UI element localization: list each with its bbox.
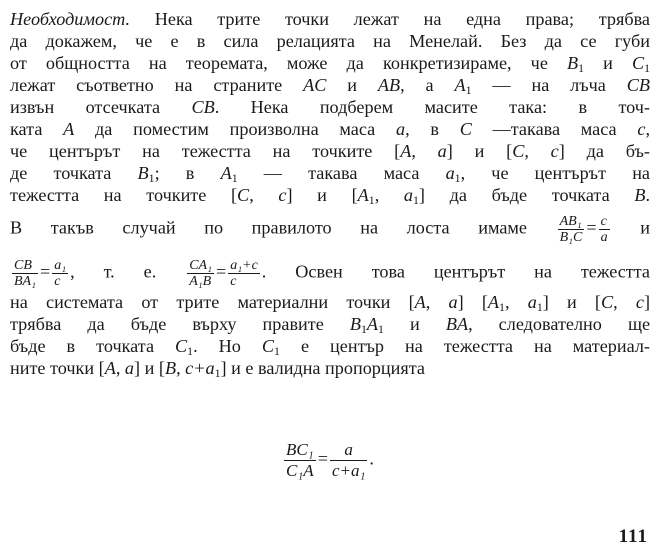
text-line: бъде в точката $C_1$. Но $C_1$ е център на тежестта на материал- — [10, 336, 650, 358]
text-line: лежат съответно на страните AC и AB, а $A_1$ — на лъча CB — [10, 75, 651, 97]
text-line: да докажем, че е в сила релацията на Менелай. Без да се губи — [10, 31, 650, 51]
fraction: $\frac{\text{a₁+c}}{c}$ — [230, 258, 258, 289]
text-line: извън отсечката CB. Нека подберем масите така: в точ- — [10, 97, 650, 117]
text-line: че центърът на тежестта на точките [A, a] и [C, c] да бъ- — [10, 141, 650, 161]
text-line: ните точки [A, a] и [B, $c+a_1$] и е валидна пропорцията — [10, 358, 425, 380]
text-line: В такъв случай по правилото на лоста имаме $\frac{\text{AB₁}}{\text{B₁C}}$ = $\frac{c}{a}$ и — [10, 214, 650, 245]
fraction: $\frac{\text{BC₁}}{\text{C₁A}}$ — [286, 440, 314, 480]
text-line: ката A да поместим произволна маса a, в C —такава маса c, — [10, 119, 650, 139]
page-number: 111 — [618, 526, 648, 547]
text-line: Необходимост. Нека трите точки лежат на една права; трябва — [10, 9, 650, 29]
fraction: $\frac{\text{a₁}}{c}$ — [54, 258, 67, 289]
fraction: $\frac{a}{\text{c+a₁}}$ — [331, 440, 366, 480]
text-line: $\frac{CB}{\text{BA₁}}$ = $\frac{\text{a₁}}{c}$ , т. е. $\frac{\text{CA₁}}{\text{A₁B}}$ = $\frac{\text{a₁+c}}{c}$ . Освен това центърът на тежестта — [14, 258, 650, 289]
text-line: де точката $B_1$; в $A_1$ — такава маса $a_1$, че центърът на — [10, 163, 650, 185]
text-line: тежестта на точките [C, c] и [$A_1$, $a_1$] да бъде точката B. — [10, 185, 650, 207]
fraction: $\frac{CB}{\text{BA₁}}$ — [14, 258, 36, 289]
text-line: на системата от трите материални точки [A, a] [$A_1$, $a_1$] и [C, c] — [10, 292, 651, 314]
fraction: $\frac{\text{CA₁}}{\text{A₁B}}$ — [189, 258, 212, 289]
fraction: $\frac{c}{a}$ — [600, 214, 608, 245]
fraction: $\frac{\text{AB₁}}{\text{B₁C}}$ — [559, 214, 583, 245]
text-line: от общността на теоремата, може да конкретизираме, че $B_1$ и $C_1$ — [10, 53, 650, 75]
section-heading: Необходимост. — [10, 9, 131, 29]
display-equation: $\frac{\text{BC₁}}{\text{C₁A}}$ = $\frac{a}{\text{c+a₁}}$ . — [286, 440, 374, 480]
text-line: трябва да бъде върху правите $B_1A_1$ и BA, следователно ще — [10, 314, 651, 336]
